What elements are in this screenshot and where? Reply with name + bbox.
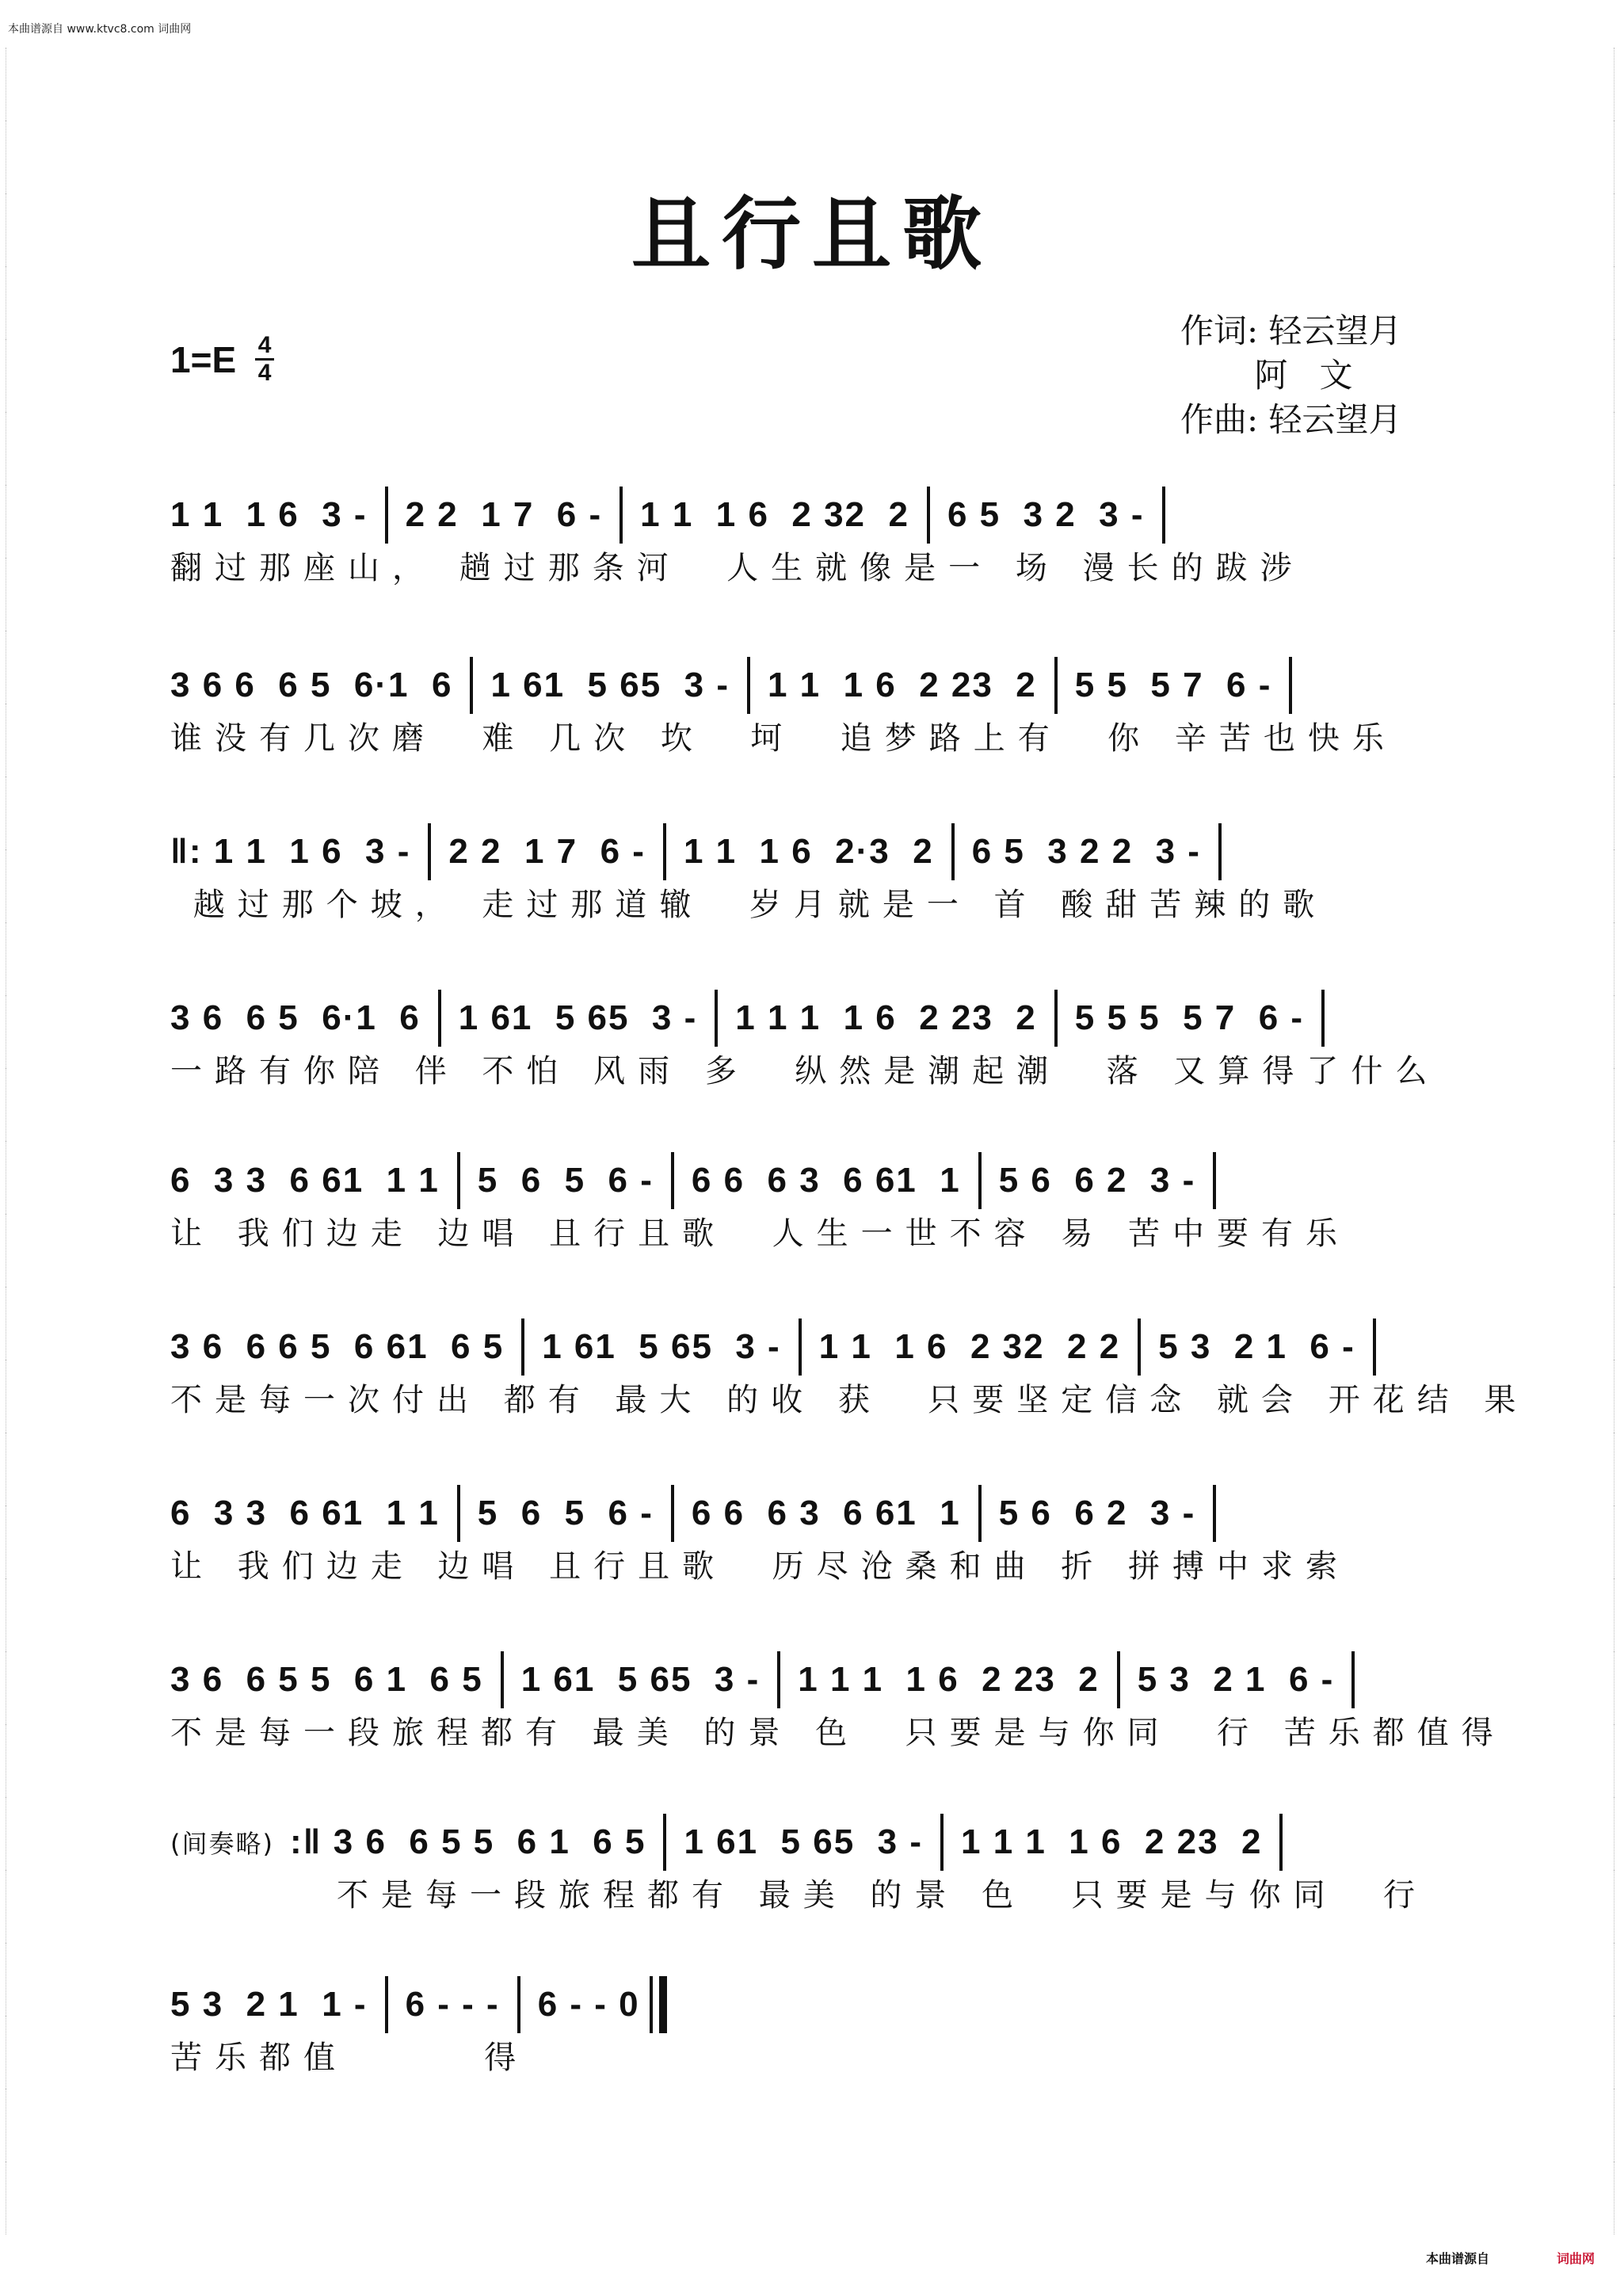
lyrics-line: 不是每一段旅程都有 最美 的景 色 只要是与你同 行 xyxy=(337,1877,1428,1914)
time-bottom: 4 xyxy=(257,360,272,386)
time-top: 4 xyxy=(257,332,272,358)
credits xyxy=(1180,305,1402,438)
watermark-tick xyxy=(6,1724,11,1797)
measure: ‖: 1 1 1 6 3 - xyxy=(170,832,411,871)
watermark-tick xyxy=(6,2162,11,2234)
measure: 1 1 1 6 2 32 2 2 xyxy=(818,1327,1121,1366)
bar-line xyxy=(1138,1318,1141,1376)
measure: 3 6 6 5 5 6 1 6 5 xyxy=(170,1660,483,1699)
notes-line xyxy=(170,1153,1462,1208)
watermark-tick xyxy=(1614,1797,1619,1870)
score-system xyxy=(170,1652,1506,1755)
watermark-tick xyxy=(1614,849,1619,922)
watermark-tick xyxy=(6,2089,11,2162)
lyrics-line: 苦乐都值 得 xyxy=(170,2040,529,2076)
watermark-tick xyxy=(6,631,11,704)
bar-line xyxy=(1054,657,1058,714)
notes-line xyxy=(170,1815,1462,1870)
watermark-tick xyxy=(6,777,11,849)
watermark-tick xyxy=(6,1578,11,1651)
notes-line xyxy=(170,990,1462,1046)
time-signature xyxy=(255,333,274,386)
bar-line xyxy=(978,1152,982,1209)
watermark-tick xyxy=(1614,777,1619,849)
measure: 6 5 3 2 2 3 - xyxy=(971,832,1201,871)
measure: 1 61 5 65 3 - xyxy=(490,666,730,704)
watermark-tick xyxy=(6,1505,11,1578)
measure: 2 2 1 7 6 - xyxy=(405,495,603,534)
lyrics-line: 不是每一段旅程都有 最美 的景 色 只要是与你同 行 苦乐都值得 xyxy=(170,1715,1506,1751)
measure: 1 1 1 1 6 2 23 2 xyxy=(735,998,1037,1037)
measure: 1 61 5 65 3 - xyxy=(684,1822,923,1861)
watermark-tick xyxy=(6,1287,11,1360)
bar-line xyxy=(978,1485,982,1542)
final-bar-thick xyxy=(659,1976,667,2033)
notes-line xyxy=(170,1319,1462,1375)
measure: 1 1 1 6 3 - xyxy=(170,495,368,534)
watermark-tick xyxy=(6,412,11,485)
bar-line xyxy=(457,1485,460,1542)
bar-line xyxy=(1351,1651,1355,1708)
source-footer: 本曲谱源自 xyxy=(1426,2251,1490,2266)
watermark-tick xyxy=(1614,558,1619,631)
bar-line xyxy=(470,657,473,714)
bar-line xyxy=(517,1976,520,2033)
measure: 1 61 5 65 3 - xyxy=(458,998,698,1037)
measure: 6 5 3 2 3 - xyxy=(947,495,1145,534)
lyrics-line: 越过那个坡， 走过那道辙 岁月就是一 首 酸甜苦辣的歌 xyxy=(170,887,1328,923)
measure: 6 3 3 6 61 1 1 xyxy=(170,1494,440,1532)
measure: 6 - - - xyxy=(405,1985,500,2024)
bar-line xyxy=(428,823,431,880)
bar-line xyxy=(715,990,718,1047)
bar-line xyxy=(501,1651,504,1708)
final-bar-thin xyxy=(650,1976,653,2033)
notes-line xyxy=(170,1652,1462,1708)
watermark-tick xyxy=(1614,339,1619,412)
bar-line xyxy=(1162,487,1165,544)
left-margin-watermark xyxy=(2,48,14,2234)
bar-line xyxy=(671,1485,674,1542)
watermark-tick xyxy=(1614,704,1619,777)
measure: 5 3 2 1 1 - xyxy=(170,1985,368,2024)
bar-line xyxy=(1054,990,1058,1047)
bar-line xyxy=(385,487,388,544)
lyricist: 作词: 轻云望月 xyxy=(1180,311,1402,350)
watermark-tick xyxy=(6,1360,11,1433)
watermark-tick xyxy=(1614,1870,1619,1943)
key-label: 1=E xyxy=(170,338,237,380)
watermark-tick xyxy=(1614,2016,1619,2089)
bar-line xyxy=(951,823,955,880)
watermark-tick xyxy=(1614,1360,1619,1433)
song-title: 且行且歌 xyxy=(631,187,993,280)
lyrics-line: 不是每一次付出 都有 最大 的收 获 只要坚定信念 就会 开花结 果 xyxy=(170,1382,1529,1418)
watermark-tick xyxy=(1614,1651,1619,1724)
bar-line xyxy=(663,1814,666,1871)
lyrics-line: 让 我们边走 边唱 且行且歌 历尽沧桑和曲 折 拼搏中求索 xyxy=(170,1548,1351,1585)
watermark-tick xyxy=(1614,412,1619,485)
watermark-tick xyxy=(1614,1578,1619,1651)
bar-line xyxy=(1213,1152,1216,1209)
measure: 6 6 6 3 6 61 1 xyxy=(691,1494,961,1532)
watermark-tick xyxy=(1614,922,1619,995)
measure: 5 5 5 5 7 6 - xyxy=(1074,998,1305,1037)
composer: 作曲: 轻云望月 xyxy=(1180,400,1402,439)
measure: 6 3 3 6 61 1 1 xyxy=(170,1161,440,1200)
measure: 3 6 6 5 6·1 6 xyxy=(170,998,421,1037)
measure: 5 6 6 2 3 - xyxy=(998,1494,1196,1532)
measure: 1 1 1 6 2·3 2 xyxy=(683,832,934,871)
measure: 5 6 5 6 - xyxy=(477,1494,654,1532)
lyrics-line: 让 我们边走 边唱 且行且歌 人生一世不容 易 苦中要有乐 xyxy=(170,1215,1351,1252)
score-system xyxy=(170,824,1462,927)
key-signature xyxy=(170,333,274,386)
measure: :‖ 3 6 6 5 5 6 1 6 5 xyxy=(289,1822,646,1861)
measure: 5 5 5 7 6 - xyxy=(1074,666,1272,704)
bar-line xyxy=(777,1651,780,1708)
bar-line xyxy=(521,1318,524,1376)
score-system xyxy=(170,1977,1462,2080)
right-margin-watermark xyxy=(1610,48,1622,2234)
bar-line xyxy=(940,1814,944,1871)
watermark-tick xyxy=(6,995,11,1068)
notes-line xyxy=(170,1486,1462,1541)
measure: 5 6 6 2 3 - xyxy=(998,1161,1196,1200)
measure: 1 61 5 65 3 - xyxy=(542,1327,781,1366)
lyrics-line: 翻过那座山， 趟过那条河 人生就像是一 场 漫长的跋涉 xyxy=(170,550,1305,586)
measure: 5 3 2 1 6 - xyxy=(1158,1327,1355,1366)
measure: 3 6 6 6 5 6 61 6 5 xyxy=(170,1327,505,1366)
watermark-tick xyxy=(1614,1068,1619,1141)
bar-line xyxy=(1218,823,1222,880)
watermark-tick xyxy=(1614,1724,1619,1797)
bar-line xyxy=(1321,990,1325,1047)
bar-line xyxy=(1373,1318,1376,1376)
measure: 1 1 1 6 2 32 2 xyxy=(640,495,909,534)
watermark-tick xyxy=(6,704,11,777)
measure: 2 2 1 7 6 - xyxy=(448,832,646,871)
bar-line xyxy=(1117,1651,1120,1708)
score-system xyxy=(170,487,1462,590)
source-header: 本曲谱源自 www.ktvc8.com 词曲网 xyxy=(8,23,192,36)
notes-line xyxy=(170,487,1462,543)
bar-line xyxy=(385,1976,388,2033)
measure: 6 6 6 3 6 61 1 xyxy=(691,1161,961,1200)
notes-line xyxy=(170,1977,1462,2032)
watermark-tick xyxy=(6,485,11,558)
watermark-tick xyxy=(1614,995,1619,1068)
watermark-tick xyxy=(1614,1287,1619,1360)
lyrics-line: 谁没有几次磨 难 几次 坎 坷 追梦路上有 你 辛苦也快乐 xyxy=(170,720,1397,757)
score-system xyxy=(170,990,1462,1093)
score-system xyxy=(170,1319,1529,1422)
watermark-tick xyxy=(1614,1505,1619,1578)
watermark-tick xyxy=(1614,48,1619,120)
watermark-tick xyxy=(1614,2162,1619,2234)
watermark-tick xyxy=(1614,1141,1619,1214)
watermark-tick xyxy=(1614,485,1619,558)
watermark-tick xyxy=(6,1433,11,1505)
bar-line xyxy=(799,1318,802,1376)
watermark-tick xyxy=(1614,2089,1619,2162)
bar-line xyxy=(1279,1814,1283,1871)
watermark-tick xyxy=(1614,1433,1619,1505)
score-system xyxy=(170,1153,1462,1256)
watermark-tick xyxy=(1614,1214,1619,1287)
measure: 5 3 2 1 6 - xyxy=(1137,1660,1335,1699)
watermark-tick xyxy=(6,1870,11,1943)
watermark-tick xyxy=(6,558,11,631)
watermark-tick xyxy=(6,1214,11,1287)
watermark-tick xyxy=(1614,1943,1619,2016)
bar-line xyxy=(1213,1485,1216,1542)
watermark-tick xyxy=(6,922,11,995)
watermark-tick xyxy=(6,339,11,412)
bar-line xyxy=(747,657,750,714)
watermark-tick xyxy=(6,1141,11,1214)
bar-line xyxy=(927,487,930,544)
bar-line xyxy=(619,487,623,544)
watermark-tick xyxy=(6,1068,11,1141)
watermark-tick xyxy=(6,1651,11,1724)
watermark-tick xyxy=(6,849,11,922)
bar-line xyxy=(671,1152,674,1209)
bar-line xyxy=(663,823,666,880)
watermark-tick xyxy=(6,1797,11,1870)
notes-line xyxy=(170,824,1462,880)
measure: 1 1 1 1 6 2 23 2 xyxy=(798,1660,1100,1699)
bar-line xyxy=(1289,657,1292,714)
watermark-tick xyxy=(6,1943,11,2016)
score-system xyxy=(170,1815,1462,1918)
score-system xyxy=(170,658,1462,761)
measure: 5 6 5 6 - xyxy=(477,1161,654,1200)
lyrics-line: 一路有你陪 伴 不怕 风雨 多 纵然是潮起潮 落 又算得了什么 xyxy=(170,1053,1440,1089)
interlude-note: (间奏略) xyxy=(170,1829,274,1859)
measure: 1 1 1 1 6 2 23 2 xyxy=(961,1822,1263,1861)
measure: 6 - - 0 xyxy=(537,1985,640,2024)
score-system xyxy=(170,1486,1462,1589)
measure: 1 1 1 6 2 23 2 xyxy=(767,666,1037,704)
measure: 1 61 5 65 3 - xyxy=(520,1660,761,1699)
bar-line xyxy=(438,990,441,1047)
notes-line xyxy=(170,658,1462,713)
lyricist-2: 阿 文 xyxy=(1180,356,1353,395)
watermark-tick xyxy=(6,48,11,120)
bar-line xyxy=(457,1152,460,1209)
measure: 3 6 6 6 5 6·1 6 xyxy=(170,666,453,704)
site-logo: 词曲网 xyxy=(1557,2251,1595,2266)
watermark-tick xyxy=(6,2016,11,2089)
watermark-tick xyxy=(1614,631,1619,704)
